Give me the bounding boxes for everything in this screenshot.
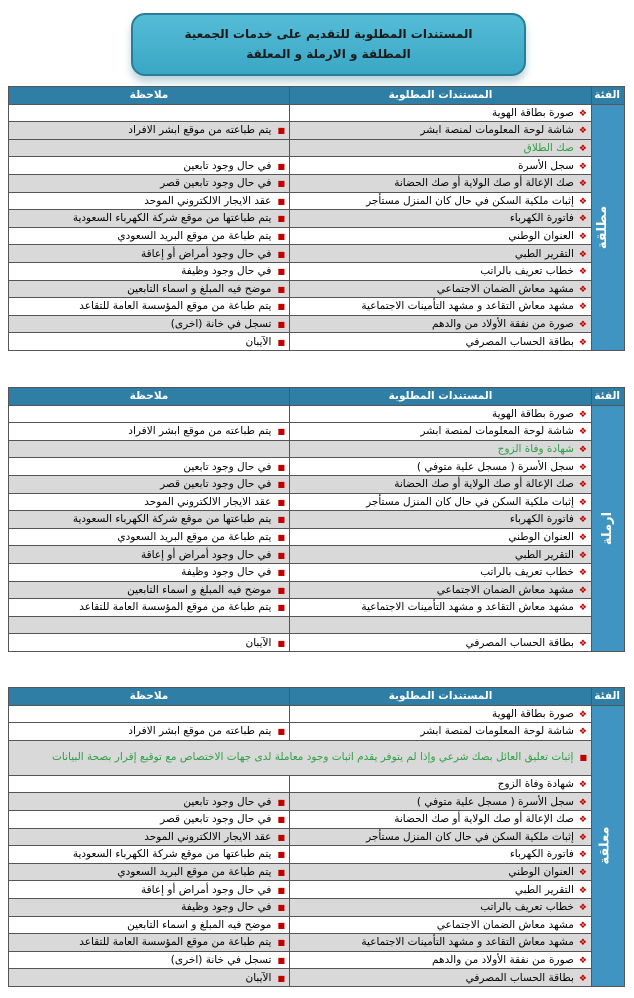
note-label: في حال وجود تابعين bbox=[183, 795, 272, 808]
note-label: يتم طباعته من موقع ابشر الافراد bbox=[128, 124, 272, 137]
square-bullet-icon: ■ bbox=[277, 232, 285, 242]
doc-label: سجل الأسرة bbox=[518, 159, 574, 172]
doc-cell bbox=[290, 828, 592, 846]
square-bullet-icon: ■ bbox=[277, 568, 285, 578]
note-cell bbox=[9, 280, 290, 298]
header-documents: المستندات المطلوبة bbox=[290, 688, 592, 706]
doc-cell bbox=[290, 493, 592, 511]
square-bullet-icon: ■ bbox=[277, 603, 285, 613]
doc-cell bbox=[290, 192, 592, 210]
diamond-bullet-icon: ❖ bbox=[578, 409, 587, 420]
square-bullet-icon: ■ bbox=[277, 832, 285, 842]
doc-label: التقرير الطبي bbox=[514, 883, 574, 896]
doc-cell bbox=[290, 563, 592, 581]
note-label: في حال وجود تابعين bbox=[183, 159, 272, 172]
square-bullet-icon: ■ bbox=[277, 302, 285, 312]
header-category: الفئة bbox=[592, 388, 625, 406]
note-cell bbox=[9, 810, 290, 828]
diamond-bullet-icon: ❖ bbox=[578, 267, 587, 278]
note-cell bbox=[9, 934, 290, 952]
header-category: الفئة bbox=[592, 87, 625, 105]
square-bullet-icon: ■ bbox=[277, 638, 285, 648]
doc-cell bbox=[290, 951, 592, 969]
category-cell bbox=[592, 104, 625, 350]
doc-cell bbox=[290, 528, 592, 546]
note-label: موضح فيه المبلغ و اسماء التابعين bbox=[127, 282, 272, 295]
note-label: موضح فيه المبلغ و اسماء التابعين bbox=[127, 583, 272, 596]
page-title-line2: المطلقة و الارملة و المعلقة bbox=[246, 47, 411, 61]
page-title-line1: المستندات المطلوبة للتقديم على خدمات الجمعية bbox=[184, 27, 473, 41]
note-cell bbox=[9, 423, 290, 441]
doc-cell bbox=[290, 846, 592, 864]
category-cell bbox=[592, 705, 625, 986]
note-cell bbox=[9, 440, 290, 458]
note-cell bbox=[9, 546, 290, 564]
note-cell bbox=[9, 192, 290, 210]
doc-label: بطاقة الحساب المصرفي bbox=[465, 971, 574, 984]
note-cell bbox=[9, 475, 290, 493]
diamond-bullet-icon: ❖ bbox=[578, 568, 587, 579]
doc-label: شهادة وفاة الزوج bbox=[497, 778, 574, 791]
note-label: يتم طباعة من موقع البريد السعودي bbox=[117, 230, 272, 243]
doc-label: صورة بطاقة الهوية bbox=[492, 106, 574, 119]
doc-label: خطاب تعريف بالراتب bbox=[480, 901, 574, 914]
note-cell bbox=[9, 916, 290, 934]
note-cell bbox=[9, 174, 290, 192]
note-label: في حال وجود وظيفة bbox=[181, 566, 272, 579]
square-bullet-icon: ■ bbox=[277, 214, 285, 224]
note-cell bbox=[9, 262, 290, 280]
table-divorced bbox=[8, 86, 625, 351]
square-bullet-icon: ■ bbox=[277, 179, 285, 189]
square-bullet-icon: ■ bbox=[277, 284, 285, 294]
header-notes: ملاحظة bbox=[9, 388, 290, 406]
note-cell bbox=[9, 333, 290, 351]
note-cell bbox=[9, 528, 290, 546]
note-label: عقد الايجار الالكتروني الموحد bbox=[144, 194, 272, 207]
note-label: الآيبان bbox=[245, 971, 272, 984]
diamond-bullet-icon: ❖ bbox=[578, 832, 587, 843]
wide-note-label: إثبات تعليق العائل بصك شرعي وإذا لم يتوفر يقدم اثبات وجود معاملة لدى جهات الاختصاص مع توقيع إقرار بصحة البيانات bbox=[52, 751, 574, 764]
square-bullet-icon: ■ bbox=[277, 956, 285, 966]
doc-label: إثبات ملكية السكن في حال كان المنزل مستأجر bbox=[366, 830, 574, 843]
doc-label: صورة من نفقة الأولاد من والدهم bbox=[432, 318, 574, 331]
doc-cell bbox=[290, 122, 592, 140]
doc-cell bbox=[290, 916, 592, 934]
note-cell bbox=[9, 881, 290, 899]
doc-label: بطاقة الحساب المصرفي bbox=[465, 335, 574, 348]
diamond-bullet-icon: ❖ bbox=[578, 302, 587, 313]
diamond-bullet-icon: ❖ bbox=[578, 815, 587, 826]
table-suspended bbox=[8, 687, 625, 987]
diamond-bullet-icon: ❖ bbox=[578, 320, 587, 331]
square-bullet-icon: ■ bbox=[277, 815, 285, 825]
note-label: تسجل في خانة (اخرى) bbox=[170, 954, 272, 967]
note-label: يتم طباعة من موقع المؤسسة العامة للتقاعد bbox=[79, 300, 272, 313]
note-label: موضح فيه المبلغ و اسماء التابعين bbox=[127, 918, 272, 931]
note-cell bbox=[9, 898, 290, 916]
note-label: يتم طباعتها من موقع شركة الكهرباء السعودية bbox=[72, 513, 272, 526]
square-bullet-icon: ■ bbox=[277, 161, 285, 171]
note-cell bbox=[9, 846, 290, 864]
square-bullet-icon: ■ bbox=[579, 753, 587, 763]
note-label: الآيبان bbox=[245, 636, 272, 649]
doc-label: شاشة لوحة المعلومات لمنصة ابشر bbox=[420, 725, 574, 738]
diamond-bullet-icon: ❖ bbox=[578, 885, 587, 896]
note-cell bbox=[9, 104, 290, 122]
diamond-bullet-icon: ❖ bbox=[578, 144, 587, 155]
doc-label: العنوان الوطني bbox=[508, 230, 574, 243]
note-cell bbox=[9, 493, 290, 511]
diamond-bullet-icon: ❖ bbox=[578, 850, 587, 861]
note-label: يتم طباعة من موقع المؤسسة العامة للتقاعد bbox=[79, 601, 272, 614]
square-bullet-icon: ■ bbox=[277, 903, 285, 913]
note-label: تسجل في خانة (اخرى) bbox=[170, 318, 272, 331]
square-bullet-icon: ■ bbox=[277, 126, 285, 136]
note-cell bbox=[9, 581, 290, 599]
diamond-bullet-icon: ❖ bbox=[578, 533, 587, 544]
note-label: في حال وجود أمراض أو إعاقة bbox=[141, 883, 272, 896]
note-label: يتم طباعتها من موقع شركة الكهرباء السعودية bbox=[72, 212, 272, 225]
table-widow bbox=[8, 387, 625, 652]
note-cell bbox=[9, 599, 290, 617]
doc-label: خطاب تعريف بالراتب bbox=[480, 566, 574, 579]
wide-note-cell bbox=[9, 740, 592, 775]
doc-cell bbox=[290, 475, 592, 493]
page-title-box bbox=[131, 13, 526, 76]
note-cell bbox=[9, 793, 290, 811]
doc-label: مشهد معاش الضمان الاجتماعي bbox=[436, 918, 574, 931]
doc-cell bbox=[290, 280, 592, 298]
note-label: يتم طباعته من موقع ابشر الافراد bbox=[128, 425, 272, 438]
note-label: يتم طباعة من موقع المؤسسة العامة للتقاعد bbox=[79, 936, 272, 949]
diamond-bullet-icon: ❖ bbox=[578, 161, 587, 172]
note-cell bbox=[9, 634, 290, 652]
doc-label: مشهد معاش الضمان الاجتماعي bbox=[436, 583, 574, 596]
doc-cell bbox=[290, 881, 592, 899]
doc-cell bbox=[290, 793, 592, 811]
doc-cell bbox=[290, 898, 592, 916]
square-bullet-icon: ■ bbox=[277, 249, 285, 259]
diamond-bullet-icon: ❖ bbox=[578, 709, 587, 720]
header-documents: المستندات المطلوبة bbox=[290, 87, 592, 105]
square-bullet-icon: ■ bbox=[277, 868, 285, 878]
diamond-bullet-icon: ❖ bbox=[578, 108, 587, 119]
note-cell bbox=[9, 157, 290, 175]
square-bullet-icon: ■ bbox=[277, 427, 285, 437]
note-cell bbox=[9, 122, 290, 140]
category-label: معلقة bbox=[597, 826, 613, 865]
doc-cell bbox=[290, 440, 592, 458]
diamond-bullet-icon: ❖ bbox=[578, 868, 587, 879]
category-label: ارملة bbox=[599, 511, 615, 545]
doc-label: فاتورة الكهرباء bbox=[509, 848, 574, 861]
diamond-bullet-icon: ❖ bbox=[578, 780, 587, 791]
diamond-bullet-icon: ❖ bbox=[578, 445, 587, 456]
diamond-bullet-icon: ❖ bbox=[578, 462, 587, 473]
note-label: في حال وجود أمراض أو إعاقة bbox=[141, 548, 272, 561]
note-cell bbox=[9, 723, 290, 741]
doc-cell bbox=[290, 458, 592, 476]
doc-cell bbox=[290, 405, 592, 423]
square-bullet-icon: ■ bbox=[277, 462, 285, 472]
note-cell bbox=[9, 616, 290, 634]
doc-cell bbox=[290, 705, 592, 723]
diamond-bullet-icon: ❖ bbox=[578, 337, 587, 348]
diamond-bullet-icon: ❖ bbox=[578, 196, 587, 207]
doc-label: سجل الأسرة ( مسجل علية متوفي ) bbox=[416, 795, 574, 808]
note-label: الآيبان bbox=[245, 335, 272, 348]
note-label: في حال وجود تابعين قصر bbox=[160, 478, 272, 491]
note-label: في حال وجود وظيفة bbox=[181, 901, 272, 914]
square-bullet-icon: ■ bbox=[277, 727, 285, 737]
doc-label: العنوان الوطني bbox=[508, 531, 574, 544]
note-cell bbox=[9, 245, 290, 263]
doc-cell bbox=[290, 157, 592, 175]
doc-label: بطاقة الحساب المصرفي bbox=[465, 636, 574, 649]
doc-cell bbox=[290, 245, 592, 263]
header-documents: المستندات المطلوبة bbox=[290, 388, 592, 406]
diamond-bullet-icon: ❖ bbox=[578, 480, 587, 491]
doc-label: شاشة لوحة المعلومات لمنصة ابشر bbox=[420, 425, 574, 438]
diamond-bullet-icon: ❖ bbox=[578, 284, 587, 295]
doc-cell bbox=[290, 634, 592, 652]
diamond-bullet-icon: ❖ bbox=[578, 603, 587, 614]
doc-label: خطاب تعريف بالراتب bbox=[480, 265, 574, 278]
note-label: عقد الايجار الالكتروني الموحد bbox=[144, 830, 272, 843]
note-cell bbox=[9, 511, 290, 529]
diamond-bullet-icon: ❖ bbox=[578, 497, 587, 508]
square-bullet-icon: ■ bbox=[277, 337, 285, 347]
doc-cell bbox=[290, 775, 592, 793]
diamond-bullet-icon: ❖ bbox=[578, 126, 587, 137]
diamond-bullet-icon: ❖ bbox=[578, 920, 587, 931]
doc-cell bbox=[290, 333, 592, 351]
doc-cell bbox=[290, 934, 592, 952]
category-cell bbox=[592, 405, 625, 651]
note-cell bbox=[9, 315, 290, 333]
doc-cell bbox=[290, 227, 592, 245]
square-bullet-icon: ■ bbox=[277, 267, 285, 277]
header-category: الفئة bbox=[592, 688, 625, 706]
doc-label: صك الطلاق bbox=[523, 142, 574, 155]
doc-label: سجل الأسرة ( مسجل علية متوفي ) bbox=[416, 460, 574, 473]
note-label: يتم طباعة من موقع البريد السعودي bbox=[117, 531, 272, 544]
doc-label: صورة بطاقة الهوية bbox=[492, 707, 574, 720]
note-cell bbox=[9, 705, 290, 723]
doc-label: مشهد معاش التقاعد و مشهد التأمينات الاجتماعية bbox=[361, 936, 574, 949]
doc-cell bbox=[290, 599, 592, 617]
doc-label: التقرير الطبي bbox=[514, 548, 574, 561]
square-bullet-icon: ■ bbox=[277, 938, 285, 948]
square-bullet-icon: ■ bbox=[277, 920, 285, 930]
square-bullet-icon: ■ bbox=[277, 480, 285, 490]
square-bullet-icon: ■ bbox=[277, 533, 285, 543]
doc-cell bbox=[290, 210, 592, 228]
doc-label: فاتورة الكهرباء bbox=[509, 513, 574, 526]
note-cell bbox=[9, 828, 290, 846]
note-label: في حال وجود تابعين قصر bbox=[160, 813, 272, 826]
square-bullet-icon: ■ bbox=[277, 885, 285, 895]
note-cell bbox=[9, 458, 290, 476]
doc-label: إثبات ملكية السكن في حال كان المنزل مستأجر bbox=[366, 194, 574, 207]
doc-cell bbox=[290, 315, 592, 333]
doc-cell bbox=[290, 298, 592, 316]
diamond-bullet-icon: ❖ bbox=[578, 214, 587, 225]
note-cell bbox=[9, 775, 290, 793]
diamond-bullet-icon: ❖ bbox=[578, 249, 587, 260]
doc-label: فاتورة الكهرباء bbox=[509, 212, 574, 225]
doc-label: صك الإعالة أو صك الولاية أو صك الحضانة bbox=[394, 478, 574, 491]
note-cell bbox=[9, 951, 290, 969]
note-cell bbox=[9, 139, 290, 157]
diamond-bullet-icon: ❖ bbox=[578, 232, 587, 243]
doc-cell bbox=[290, 969, 592, 987]
doc-label: إثبات ملكية السكن في حال كان المنزل مستأجر bbox=[366, 495, 574, 508]
doc-cell bbox=[290, 104, 592, 122]
note-label: في حال وجود أمراض أو إعاقة bbox=[141, 247, 272, 260]
diamond-bullet-icon: ❖ bbox=[578, 638, 587, 649]
note-label: عقد الايجار الالكتروني الموحد bbox=[144, 495, 272, 508]
square-bullet-icon: ■ bbox=[277, 585, 285, 595]
note-cell bbox=[9, 863, 290, 881]
doc-cell bbox=[290, 139, 592, 157]
square-bullet-icon: ■ bbox=[277, 797, 285, 807]
note-label: في حال وجود وظيفة bbox=[181, 265, 272, 278]
note-label: في حال وجود تابعين قصر bbox=[160, 177, 272, 190]
square-bullet-icon: ■ bbox=[277, 196, 285, 206]
note-cell bbox=[9, 405, 290, 423]
note-cell bbox=[9, 227, 290, 245]
diamond-bullet-icon: ❖ bbox=[578, 179, 587, 190]
doc-label: صورة بطاقة الهوية bbox=[492, 407, 574, 420]
doc-label: العنوان الوطني bbox=[508, 866, 574, 879]
note-cell bbox=[9, 210, 290, 228]
doc-cell bbox=[290, 174, 592, 192]
diamond-bullet-icon: ❖ bbox=[578, 956, 587, 967]
doc-cell bbox=[290, 546, 592, 564]
doc-cell bbox=[290, 262, 592, 280]
header-notes: ملاحظة bbox=[9, 87, 290, 105]
diamond-bullet-icon: ❖ bbox=[578, 585, 587, 596]
doc-cell bbox=[290, 511, 592, 529]
square-bullet-icon: ■ bbox=[277, 973, 285, 983]
note-cell bbox=[9, 969, 290, 987]
doc-label: شاشة لوحة المعلومات لمنصة ابشر bbox=[420, 124, 574, 137]
diamond-bullet-icon: ❖ bbox=[578, 727, 587, 738]
doc-label: صك الإعالة أو صك الولاية أو صك الحضانة bbox=[394, 177, 574, 190]
diamond-bullet-icon: ❖ bbox=[578, 973, 587, 984]
note-label: في حال وجود تابعين bbox=[183, 460, 272, 473]
doc-cell bbox=[290, 581, 592, 599]
doc-cell bbox=[290, 863, 592, 881]
note-label: يتم طباعة من موقع البريد السعودي bbox=[117, 866, 272, 879]
doc-label: صورة من نفقة الأولاد من والدهم bbox=[432, 954, 574, 967]
doc-label: مشهد معاش الضمان الاجتماعي bbox=[436, 282, 574, 295]
category-label: مطلقة bbox=[594, 205, 610, 249]
diamond-bullet-icon: ❖ bbox=[578, 515, 587, 526]
note-cell bbox=[9, 563, 290, 581]
doc-cell bbox=[290, 810, 592, 828]
header-notes: ملاحظة bbox=[9, 688, 290, 706]
doc-cell bbox=[290, 616, 592, 634]
doc-label: مشهد معاش التقاعد و مشهد التأمينات الاجتماعية bbox=[361, 300, 574, 313]
doc-label: التقرير الطبي bbox=[514, 247, 574, 260]
diamond-bullet-icon: ❖ bbox=[578, 550, 587, 561]
doc-cell bbox=[290, 723, 592, 741]
note-cell bbox=[9, 298, 290, 316]
doc-label: شهادة وفاة الزوج bbox=[497, 443, 574, 456]
square-bullet-icon: ■ bbox=[277, 850, 285, 860]
diamond-bullet-icon: ❖ bbox=[578, 938, 587, 949]
doc-label: مشهد معاش التقاعد و مشهد التأمينات الاجتماعية bbox=[361, 601, 574, 614]
diamond-bullet-icon: ❖ bbox=[578, 797, 587, 808]
diamond-bullet-icon: ❖ bbox=[578, 903, 587, 914]
square-bullet-icon: ■ bbox=[277, 320, 285, 330]
square-bullet-icon: ■ bbox=[277, 497, 285, 507]
doc-cell bbox=[290, 423, 592, 441]
note-label: يتم طباعتها من موقع شركة الكهرباء السعودية bbox=[72, 848, 272, 861]
note-label: يتم طباعته من موقع ابشر الافراد bbox=[128, 725, 272, 738]
diamond-bullet-icon: ❖ bbox=[578, 427, 587, 438]
doc-label: صك الإعالة أو صك الولاية أو صك الحضانة bbox=[394, 813, 574, 826]
square-bullet-icon: ■ bbox=[277, 515, 285, 525]
square-bullet-icon: ■ bbox=[277, 550, 285, 560]
